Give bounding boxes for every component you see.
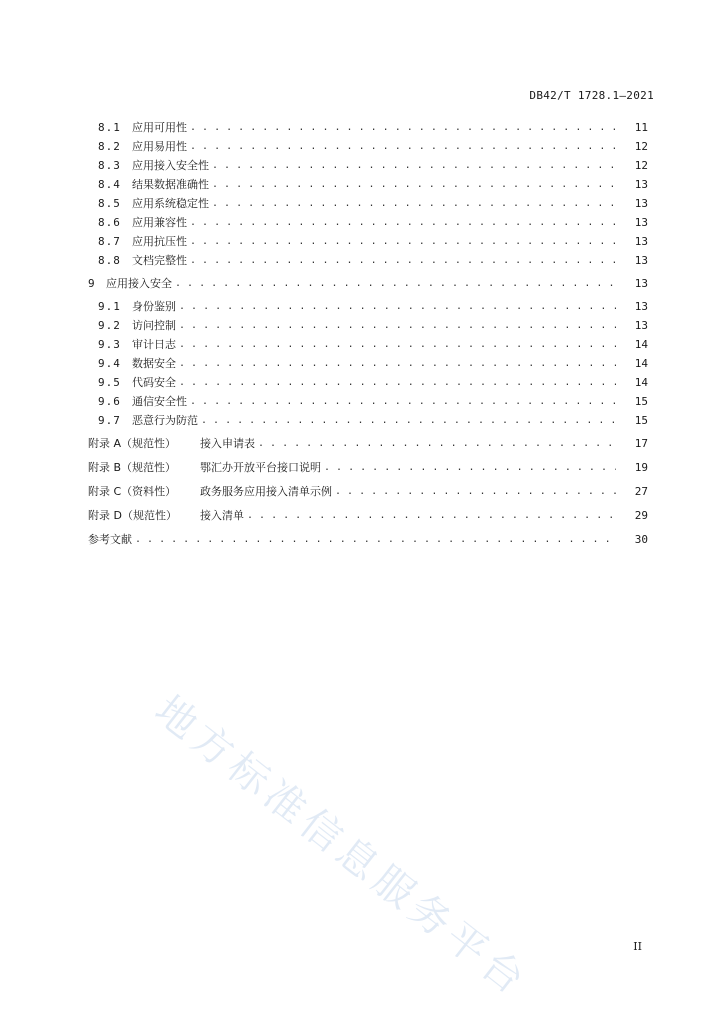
- toc-number: 9.6: [98, 394, 121, 408]
- toc-page: 13: [634, 215, 648, 229]
- toc-number: 8.4: [98, 177, 121, 191]
- toc-page: 13: [634, 318, 648, 332]
- toc-entry-appendix-d[interactable]: [0, 506, 724, 524]
- toc-entry-appendix-a[interactable]: [0, 434, 724, 452]
- toc-leader: [179, 358, 616, 369]
- toc-number: 9.1: [98, 299, 121, 313]
- toc-title: 恶意行为防范: [132, 414, 198, 427]
- toc-page: 19: [634, 460, 648, 474]
- toc-entry-8-8[interactable]: [0, 251, 724, 269]
- toc-title: 政务服务应用接入清单示例: [200, 485, 332, 498]
- toc-page: 12: [634, 139, 648, 153]
- toc-title: 身份鉴别: [132, 300, 176, 313]
- toc-title: 应用兼容性: [132, 216, 187, 229]
- toc-entry-8-6[interactable]: [0, 213, 724, 231]
- toc-title: 审计日志: [132, 338, 176, 351]
- toc-leader: [335, 486, 616, 497]
- toc-page: 13: [634, 253, 648, 267]
- toc-page: 13: [634, 196, 648, 210]
- toc-entry-8-4[interactable]: [0, 175, 724, 193]
- toc-page: 13: [634, 276, 648, 290]
- toc-leader: [190, 217, 616, 228]
- toc-leader: [190, 236, 616, 247]
- toc-entry-8-3[interactable]: [0, 156, 724, 174]
- toc-page: 15: [634, 394, 648, 408]
- toc-leader: [212, 160, 616, 171]
- document-code: DB42/T 1728.1—2021: [529, 89, 654, 102]
- page-number: II: [633, 940, 642, 953]
- toc-number: 附录 B（规范性）: [88, 461, 177, 474]
- watermark: 地方标准信息服务平台: [146, 687, 537, 1007]
- toc-entry-appendix-c[interactable]: [0, 482, 724, 500]
- toc-number: 附录 D（规范性）: [88, 509, 177, 522]
- toc-page: 27: [634, 484, 648, 498]
- toc-page: 14: [634, 356, 648, 370]
- toc-title: 接入申请表: [200, 437, 255, 450]
- toc-title: 数据安全: [132, 357, 176, 370]
- toc-number: 8.7: [98, 234, 121, 248]
- toc-page: 13: [634, 299, 648, 313]
- toc-leader: [190, 141, 616, 152]
- toc-entry-references[interactable]: [0, 530, 724, 548]
- toc-leader: [212, 179, 616, 190]
- toc-number: 8.1: [98, 120, 121, 134]
- toc-number: 8.8: [98, 253, 121, 267]
- toc-number: 9.5: [98, 375, 121, 389]
- toc-number: 8.5: [98, 196, 121, 210]
- toc-page: 11: [634, 120, 648, 134]
- toc-number: 9.2: [98, 318, 121, 332]
- toc-leader: [175, 278, 616, 289]
- toc-leader: [258, 438, 616, 449]
- toc-page: 29: [634, 508, 648, 522]
- toc-title: 参考文献: [88, 533, 132, 546]
- toc-number: 9.4: [98, 356, 121, 370]
- toc-entry-9-7[interactable]: [0, 411, 724, 429]
- toc-entry-9-6[interactable]: [0, 392, 724, 410]
- toc-leader: [190, 122, 616, 133]
- toc-entry-9-4[interactable]: [0, 354, 724, 372]
- toc-number: 8.2: [98, 139, 121, 153]
- toc-page: 13: [634, 177, 648, 191]
- toc-title: 应用可用性: [132, 121, 187, 134]
- toc-entry-appendix-b[interactable]: [0, 458, 724, 476]
- toc-leader: [324, 462, 616, 473]
- toc-leader: [179, 377, 616, 388]
- toc-title: 文档完整性: [132, 254, 187, 267]
- toc-number: 附录 C（资料性）: [88, 485, 177, 498]
- toc-number: 附录 A（规范性）: [88, 437, 177, 450]
- toc-entry-9-2[interactable]: [0, 316, 724, 334]
- toc-page: 13: [634, 234, 648, 248]
- toc-title: 应用接入安全: [106, 277, 172, 290]
- toc-entry-9[interactable]: [0, 274, 724, 292]
- toc-leader: [190, 396, 616, 407]
- toc-number: 8.3: [98, 158, 121, 172]
- toc-leader: [247, 510, 616, 521]
- toc-title: 代码安全: [132, 376, 176, 389]
- toc-title: 应用易用性: [132, 140, 187, 153]
- toc-leader: [212, 198, 616, 209]
- toc-title: 鄂汇办开放平台接口说明: [200, 461, 321, 474]
- toc-title: 接入清单: [200, 509, 244, 522]
- toc-leader: [135, 534, 616, 545]
- toc-leader: [201, 415, 616, 426]
- toc-title: 应用系统稳定性: [132, 197, 209, 210]
- toc-title: 应用接入安全性: [132, 159, 209, 172]
- toc-entry-9-3[interactable]: [0, 335, 724, 353]
- toc-title: 访问控制: [132, 319, 176, 332]
- toc-entry-8-1[interactable]: [0, 118, 724, 136]
- toc-page: 14: [634, 337, 648, 351]
- toc-leader: [190, 255, 616, 266]
- toc-entry-8-5[interactable]: [0, 194, 724, 212]
- toc-leader: [179, 301, 616, 312]
- toc-leader: [179, 320, 616, 331]
- toc-leader: [179, 339, 616, 350]
- toc-page: 15: [634, 413, 648, 427]
- toc-entry-8-2[interactable]: [0, 137, 724, 155]
- toc-number: 8.6: [98, 215, 121, 229]
- toc-number: 9.7: [98, 413, 121, 427]
- toc-title: 通信安全性: [132, 395, 187, 408]
- toc-entry-9-5[interactable]: [0, 373, 724, 391]
- toc-title: 应用抗压性: [132, 235, 187, 248]
- toc-page: 14: [634, 375, 648, 389]
- toc-number: 9.3: [98, 337, 121, 351]
- toc-title: 结果数据准确性: [132, 178, 209, 191]
- toc-page: 30: [634, 532, 648, 546]
- toc-entry-9-1[interactable]: [0, 297, 724, 315]
- toc-entry-8-7[interactable]: [0, 232, 724, 250]
- toc-number: 9: [88, 276, 96, 290]
- toc-page: 17: [634, 436, 648, 450]
- toc-page: 12: [634, 158, 648, 172]
